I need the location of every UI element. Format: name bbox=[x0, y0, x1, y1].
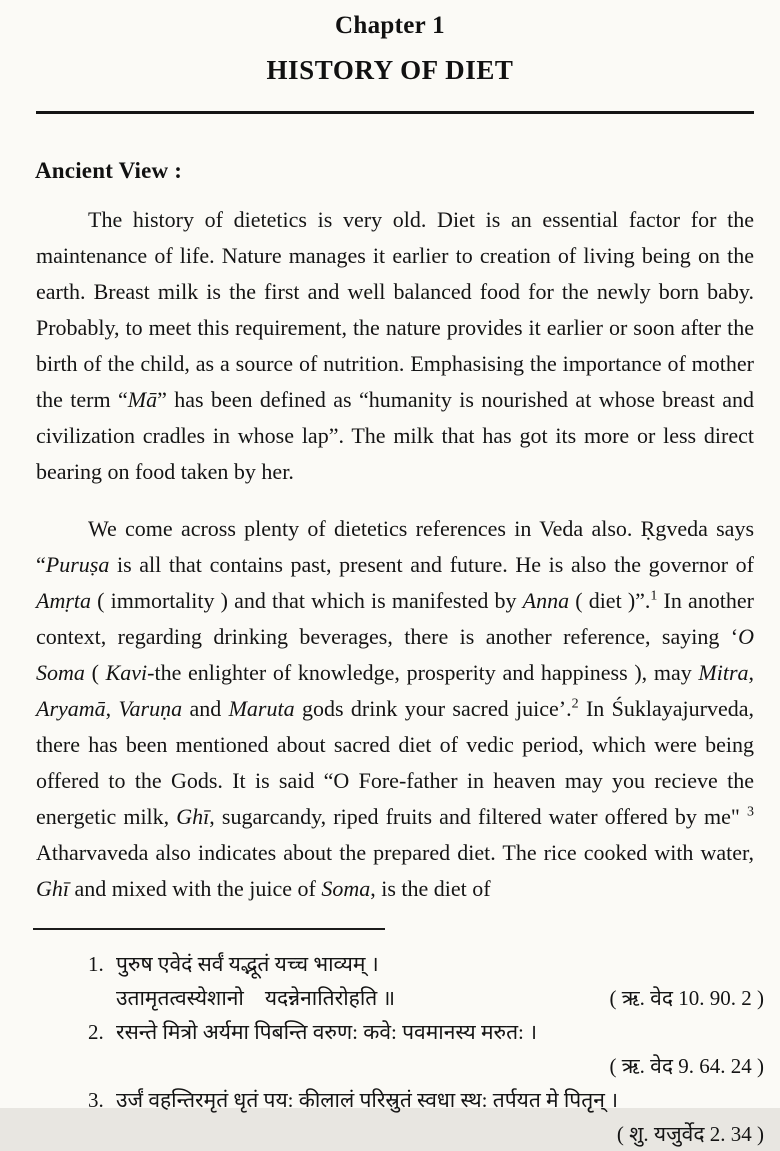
footnote-reference: ( शु. यजुर्वेद 2. 34 ) bbox=[616, 1122, 764, 1146]
text-run: ( bbox=[84, 660, 106, 685]
paragraph bbox=[36, 511, 754, 907]
section-heading: Ancient View : bbox=[35, 158, 183, 183]
footnote-text: उर्जं वहन्तिरमृतं धृतं पय: कीलालं परिस्रुतं स्वधा स्थ: तर्पयत मे पितृृन् । bbox=[116, 1088, 619, 1112]
footnote-reference: ( ऋ. वेद 9. 64. 24 ) bbox=[609, 1054, 764, 1078]
italic-term: Ghī bbox=[176, 804, 210, 829]
footnote bbox=[88, 947, 764, 1015]
footnote-body bbox=[116, 1083, 764, 1151]
text-run: and bbox=[182, 696, 229, 721]
text-run: ” has been defined as “humanity is nourished at whose breast and civilization cradles in whose lap”. The milk that has got its more or less direct bearing on food taken by her. bbox=[36, 387, 754, 484]
footnote-line bbox=[116, 1117, 764, 1151]
footnote-number: 3. bbox=[88, 1088, 104, 1112]
footnote-marker: 3 bbox=[746, 804, 754, 820]
footnote bbox=[88, 1083, 764, 1151]
text-run: , is the diet of bbox=[370, 876, 491, 901]
italic-term: Anna bbox=[522, 588, 570, 613]
text-run: The history of dietetics is very old. Diet is an essential factor for the maintenance of life. Nature manages it earlier to creation of living being on the earth. Breast milk is the first and well balanced food for the newly born baby. Probably, to meet this requirement, the nature provides it earlier or soon after the birth of the child, as a source of nutrition. Emphasising the importance of mother the term “ bbox=[36, 207, 754, 412]
text-run: ( diet )”. bbox=[569, 588, 651, 613]
italic-term: O Soma bbox=[36, 624, 754, 685]
footnotes bbox=[88, 947, 764, 1151]
text-run: -the enlighter of knowledge, prosperity and happiness ), may bbox=[147, 660, 699, 685]
footnote bbox=[88, 1015, 764, 1083]
text-run: , bbox=[105, 696, 119, 721]
text-run: In Śuklayajurveda, there has been mentioned about sacred diet of vedic period, which were being offered to the Gods. It is said “O Fore-father in heaven may you recieve the energetic milk, bbox=[36, 696, 754, 829]
footnote-number: 1. bbox=[88, 952, 104, 976]
italic-term: Aryamā bbox=[36, 696, 106, 721]
text-run: is all that contains past, present and future. He is also the governor of bbox=[109, 552, 754, 577]
text-run: We come across plenty of dietetics references in Veda also. Ṛgveda says “ bbox=[36, 516, 754, 577]
footnote-marker: 1 bbox=[650, 588, 658, 604]
italic-term: Soma bbox=[321, 876, 371, 901]
footnote-text: उतामृतत्वस्येशानो यदन्नेनातिरोहति ॥ bbox=[116, 986, 396, 1010]
footnote-marker: 2 bbox=[571, 696, 579, 712]
footnote-text: पुरुष एवेदं सर्वं यद्भूतं यच्च भाव्यम् । bbox=[116, 952, 379, 976]
italic-term: Puruṣa bbox=[45, 552, 110, 577]
body-text bbox=[36, 202, 754, 907]
header-divider bbox=[36, 111, 754, 114]
text-run: ( immortality ) and that which is manifested by bbox=[91, 588, 523, 613]
text-run: Atharvaveda also indicates about the prepared diet. The rice cooked with water, bbox=[36, 840, 754, 865]
page-title: HISTORY OF DIET bbox=[266, 55, 514, 85]
footnote-line bbox=[116, 1049, 764, 1083]
footnote-body bbox=[116, 1015, 764, 1083]
text-run: , sugarcandy, riped fruits and filtered water offered by me" bbox=[209, 804, 747, 829]
italic-term: Ghī bbox=[36, 876, 69, 901]
italic-term: Maruta bbox=[228, 696, 295, 721]
footnote-body bbox=[116, 947, 764, 1015]
footnote-line bbox=[116, 947, 764, 981]
footnote-divider bbox=[33, 928, 385, 930]
footnote-line bbox=[116, 981, 764, 1015]
chapter-heading: Chapter 1 bbox=[335, 12, 445, 39]
italic-term: Varuṇa bbox=[118, 696, 183, 721]
text-run: gods drink your sacred juice’. bbox=[294, 696, 572, 721]
italic-term: Kavi bbox=[105, 660, 148, 685]
italic-term: Mā bbox=[127, 387, 158, 412]
footnote-text: रसन्ते मित्रो अर्यमा पिबन्ति वरुण: कवे: पवमानस्य मरुत: । bbox=[116, 1020, 538, 1044]
text-run: In another context, regarding drinking beverages, there is another reference, saying ‘ bbox=[36, 588, 754, 649]
text-run: and mixed with the juice of bbox=[69, 876, 322, 901]
italic-term: Amṛta bbox=[36, 588, 91, 613]
italic-term: Mitra bbox=[698, 660, 749, 685]
footnote-line bbox=[116, 1015, 764, 1049]
text-run: , bbox=[748, 660, 755, 685]
paragraph bbox=[36, 202, 754, 490]
footnote-line bbox=[116, 1083, 764, 1117]
footnote-number: 2. bbox=[88, 1020, 104, 1044]
footnote-reference: ( ऋ. वेद 10. 90. 2 ) bbox=[609, 986, 764, 1010]
